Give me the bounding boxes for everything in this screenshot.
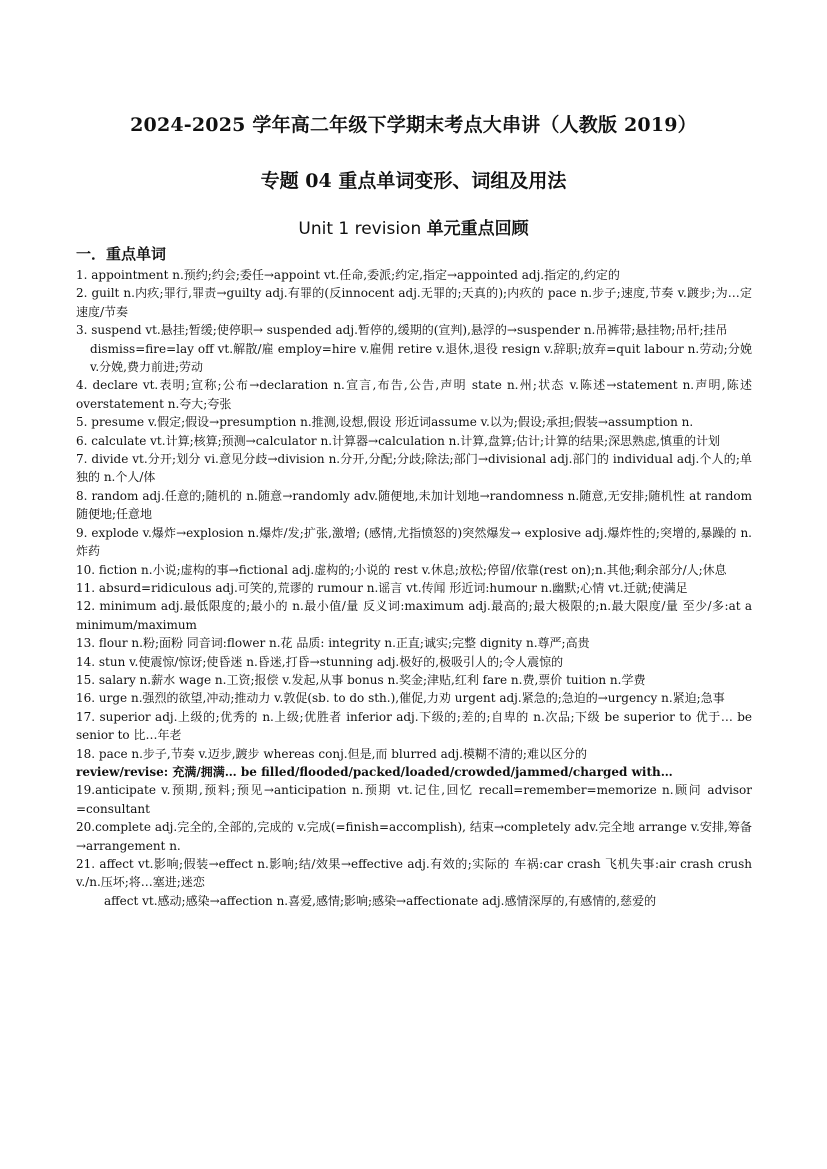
word-entry: 16. urge n.强烈的欲望,冲动;推动力 v.敦促(sb. to do sth.),催促,力劝 urgent adj.紧急的;急迫的→urgency n.紧迫;急事	[76, 691, 725, 706]
section-heading: 一．重点单词	[76, 245, 167, 263]
unit-heading	[0, 214, 827, 239]
word-entry: 13. flour n.粉;面粉 同音词:flower n.花 品质: integrity n.正直;诚实;完整 dignity n.尊严;高贵	[76, 636, 590, 651]
unit-suffix: 单元重点回顾	[426, 219, 529, 239]
document-subtitle: 专题 04 重点单词变形、词组及用法	[260, 170, 567, 192]
word-entry: 12. minimum adj.最低限度的;最小的 n.最小值/量 反义词:maximum adj.最高的;最大极限的;n.最大限度/量 至少/多:at a minimum/maximum	[76, 599, 752, 632]
word-entry: 3. suspend vt.悬挂;暂缓;使停职→ suspended adj.暂停的,缓期的(宣判),悬浮的→suspender n.吊裤带;悬挂物;吊杆;挂吊	[76, 323, 728, 338]
word-entry: 7. divide vt.分开;划分 vi.意见分歧→division n.分开,分配;分歧;除法;部门→divisional adj.部门的 individual adj.个人的;单独的 n.个人/体	[76, 452, 752, 485]
word-entry: 15. salary n.薪水 wage n.工资;报偿 v.发起,从事 bonus n.奖金;津贴,红利 fare n.费,票价 tuition n.学费	[76, 672, 646, 687]
word-entry: 2. guilt n.内疚;罪行,罪责→guilty adj.有罪的(反innocent adj.无罪的;天真的);内疚的 pace n.步子;速度,节奏 v.踱步;为…定速度/节奏	[76, 286, 752, 319]
word-entry: 8. random adj.任意的;随机的 n.随意→randomly adv.随便地,未加计划地→randomness n.随意,无安排;随机性 at random 随便地;任意地	[76, 488, 752, 522]
word-entry: 20.complete adj.完全的,全部的,完成的 v.完成(=finish=accomplish), 结束→completely adv.完全地 arrange v.安排,筹备→arrangement n.	[76, 820, 752, 853]
word-entry: 11. absurd=ridiculous adj.可笑的,荒谬的 rumour n.谣言 vt.传闻 形近词:humour n.幽默;心情 vt.迁就;使满足	[76, 580, 688, 595]
word-entry: 9. explode v.爆炸→explosion n.爆炸/发;扩张,激增; (感情,尤指愤怒的)突然爆发→ explosive adj.爆炸性的;突增的,暴躁的 n.炸药	[76, 525, 752, 559]
word-entry: 10. fiction n.小说;虚构的事→fictional adj.虚构的;小说的 rest v.休息;放松;停留/依靠(rest on);n.其他;剩余部分/人;休息	[76, 562, 727, 577]
word-entry: 5. presume v.假定;假设→presumption n.推测,设想,假设 形近词assume v.以为;假设;承担;假装→assumption n.	[76, 415, 694, 430]
word-entry: 19.anticipate v.预期,预料;预见→anticipation n.预期 vt.记住,回忆 recall=remember=memorize n.顾问 advisor =consultant	[76, 783, 752, 816]
word-entry: affect vt.感动;感染→affection n.喜爱,感情;影响;感染→affectionate adj.感情深厚的,有感情的,慈爱的	[104, 893, 657, 908]
document-title: 2024-2025 学年高二年级下学期末考点大串讲（人教版 2019）	[130, 114, 697, 136]
word-entry: 6. calculate vt.计算;核算;预测→calculator n.计算器→calculation n.计算,盘算;估计;计算的结果;深思熟虑,慎重的计划	[76, 433, 720, 448]
word-entry: 14. stun v.使震惊/惊讶;使昏迷 n.昏迷,打昏→stunning adj.极好的,极吸引人的;令人震惊的	[76, 654, 564, 669]
word-entry: review/revise: 充满/拥满… be filled/flooded/packed/loaded/crowded/jammed/charged with…	[76, 764, 673, 779]
word-entry: 18. pace n.步子,节奏 v.迈步,踱步 whereas conj.但是,而 blurred adj.模糊不清的;难以区分的	[76, 746, 587, 761]
word-entry: 17. superior adj.上级的;优秀的 n.上级;优胜者 inferior adj.下级的;差的;自卑的 n.次品;下级 be superior to 优于… be senior to 比…年老	[76, 709, 752, 743]
word-entry: 1. appointment n.预约;约会;委任→appoint vt.任命,委派;约定,指定→appointed adj.指定的,约定的	[76, 268, 620, 282]
word-entry: 4. declare vt.表明;宣称;公布→declaration n.宣言,布告,公告,声明 state n.州;状态 v.陈述→statement n.声明,陈述 overstatement n.夸大;夸张	[76, 378, 752, 411]
unit-title: Unit 1 revision	[298, 219, 422, 239]
word-list	[76, 266, 752, 910]
word-entry: 21. affect vt.影响;假装→effect n.影响;结/效果→effective adj.有效的;实际的 车祸:car crash 飞机失事:air crash crush v./n.压坏;将…塞进;迷恋	[76, 857, 752, 890]
word-entry: dismiss=fire=lay off vt.解散/雇 employ=hire v.雇佣 retire v.退休,退役 resign v.辞职;放弃=quit labour n.劳动;分娩 v.分娩,费力前进;劳动	[90, 341, 752, 375]
